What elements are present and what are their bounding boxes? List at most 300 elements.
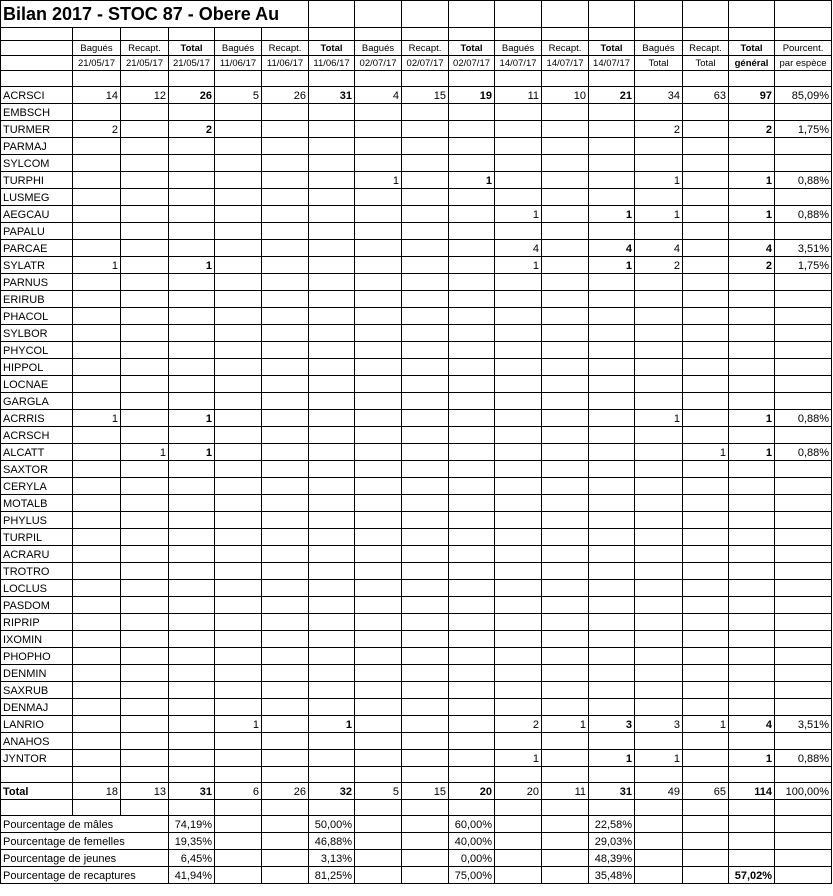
value-cell[interactable] — [121, 648, 169, 665]
value-cell[interactable]: 2 — [729, 257, 775, 274]
percentage-cell[interactable] — [355, 816, 402, 833]
empty-cell[interactable] — [449, 767, 495, 783]
value-cell[interactable] — [215, 274, 262, 291]
percentage-cell[interactable]: 75,00% — [449, 867, 495, 884]
value-cell[interactable] — [121, 750, 169, 767]
value-cell[interactable] — [449, 308, 495, 325]
empty-cell[interactable] — [169, 71, 215, 87]
value-cell[interactable] — [309, 223, 355, 240]
percentage-cell[interactable] — [542, 867, 589, 884]
value-cell[interactable] — [775, 682, 832, 699]
column-header[interactable]: 14/07/17 — [589, 56, 635, 71]
value-cell[interactable] — [775, 427, 832, 444]
value-cell[interactable] — [309, 461, 355, 478]
value-cell[interactable] — [215, 478, 262, 495]
value-cell[interactable] — [355, 461, 402, 478]
percentage-label[interactable]: Pourcentage de mâles — [1, 816, 169, 833]
percentage-cell[interactable] — [729, 833, 775, 850]
species-code[interactable]: MOTALB — [1, 495, 73, 512]
value-cell[interactable] — [775, 325, 832, 342]
percentage-cell[interactable] — [215, 850, 262, 867]
percentage-cell[interactable] — [402, 850, 449, 867]
value-cell[interactable] — [635, 495, 683, 512]
value-cell[interactable] — [775, 597, 832, 614]
value-cell[interactable] — [355, 274, 402, 291]
value-cell[interactable] — [73, 478, 121, 495]
empty-cell[interactable] — [449, 71, 495, 87]
empty-cell[interactable] — [1, 28, 73, 41]
percentage-cell[interactable] — [262, 850, 309, 867]
percentage-cell[interactable]: 60,00% — [449, 816, 495, 833]
value-cell[interactable] — [635, 155, 683, 172]
value-cell[interactable] — [262, 461, 309, 478]
empty-cell[interactable] — [495, 28, 542, 41]
value-cell[interactable] — [449, 614, 495, 631]
empty-cell[interactable] — [635, 1, 683, 28]
value-cell[interactable] — [449, 495, 495, 512]
value-cell[interactable] — [635, 529, 683, 546]
value-cell[interactable] — [169, 495, 215, 512]
empty-cell[interactable] — [589, 800, 635, 816]
value-cell[interactable] — [495, 699, 542, 716]
value-cell[interactable] — [355, 716, 402, 733]
percentage-cell[interactable]: 0,00% — [449, 850, 495, 867]
value-cell[interactable] — [542, 121, 589, 138]
value-cell[interactable] — [215, 665, 262, 682]
empty-cell[interactable] — [73, 28, 121, 41]
empty-cell[interactable] — [683, 800, 729, 816]
value-cell[interactable] — [542, 291, 589, 308]
value-cell[interactable] — [542, 750, 589, 767]
empty-cell[interactable] — [309, 1, 355, 28]
value-cell[interactable] — [683, 512, 729, 529]
species-code[interactable]: ACRRIS — [1, 410, 73, 427]
value-cell[interactable] — [262, 240, 309, 257]
value-cell[interactable] — [542, 597, 589, 614]
column-header[interactable]: 14/07/17 — [495, 56, 542, 71]
value-cell[interactable] — [635, 682, 683, 699]
species-code[interactable]: TURMER — [1, 121, 73, 138]
value-cell[interactable] — [683, 274, 729, 291]
value-cell[interactable] — [73, 597, 121, 614]
empty-cell[interactable] — [589, 767, 635, 783]
value-cell[interactable] — [262, 359, 309, 376]
value-cell[interactable] — [495, 682, 542, 699]
value-cell[interactable] — [495, 733, 542, 750]
value-cell[interactable] — [589, 563, 635, 580]
value-cell[interactable] — [355, 495, 402, 512]
value-cell[interactable] — [309, 750, 355, 767]
value-cell[interactable] — [449, 410, 495, 427]
value-cell[interactable] — [775, 291, 832, 308]
value-cell[interactable] — [449, 461, 495, 478]
value-cell[interactable] — [449, 104, 495, 121]
value-cell[interactable] — [683, 240, 729, 257]
total-cell[interactable]: 20 — [495, 783, 542, 800]
value-cell[interactable] — [729, 291, 775, 308]
value-cell[interactable] — [169, 342, 215, 359]
value-cell[interactable] — [121, 240, 169, 257]
value-cell[interactable] — [73, 733, 121, 750]
value-cell[interactable] — [169, 359, 215, 376]
value-cell[interactable] — [355, 648, 402, 665]
species-code[interactable]: PHOPHO — [1, 648, 73, 665]
value-cell[interactable]: 1 — [169, 257, 215, 274]
percentage-cell[interactable] — [635, 833, 683, 850]
value-cell[interactable] — [309, 342, 355, 359]
value-cell[interactable] — [402, 121, 449, 138]
value-cell[interactable] — [495, 104, 542, 121]
value-cell[interactable] — [495, 563, 542, 580]
value-cell[interactable] — [73, 699, 121, 716]
value-cell[interactable] — [449, 342, 495, 359]
empty-cell[interactable] — [1, 71, 73, 87]
value-cell[interactable] — [215, 682, 262, 699]
value-cell[interactable] — [542, 699, 589, 716]
value-cell[interactable] — [449, 376, 495, 393]
value-cell[interactable] — [309, 495, 355, 512]
value-cell[interactable] — [73, 206, 121, 223]
value-cell[interactable] — [775, 631, 832, 648]
value-cell[interactable] — [262, 716, 309, 733]
empty-cell[interactable] — [729, 71, 775, 87]
value-cell[interactable] — [121, 393, 169, 410]
value-cell[interactable] — [262, 614, 309, 631]
value-cell[interactable] — [355, 631, 402, 648]
value-cell[interactable] — [775, 461, 832, 478]
value-cell[interactable] — [215, 444, 262, 461]
value-cell[interactable] — [402, 291, 449, 308]
value-cell[interactable] — [775, 512, 832, 529]
value-cell[interactable] — [73, 495, 121, 512]
value-cell[interactable] — [309, 665, 355, 682]
value-cell[interactable] — [121, 138, 169, 155]
value-cell[interactable] — [589, 546, 635, 563]
value-cell[interactable] — [589, 529, 635, 546]
species-code[interactable]: LUSMEG — [1, 189, 73, 206]
column-header[interactable]: Total — [449, 41, 495, 56]
value-cell[interactable] — [402, 716, 449, 733]
value-cell[interactable] — [73, 376, 121, 393]
value-cell[interactable] — [683, 580, 729, 597]
empty-cell[interactable] — [73, 767, 121, 783]
value-cell[interactable] — [635, 104, 683, 121]
value-cell[interactable] — [683, 597, 729, 614]
value-cell[interactable] — [495, 121, 542, 138]
value-cell[interactable] — [169, 223, 215, 240]
species-code[interactable]: JYNTOR — [1, 750, 73, 767]
percentage-cell[interactable] — [262, 816, 309, 833]
value-cell[interactable] — [355, 121, 402, 138]
value-cell[interactable] — [449, 682, 495, 699]
value-cell[interactable] — [169, 631, 215, 648]
column-header[interactable]: 11/06/17 — [215, 56, 262, 71]
percentage-cell[interactable]: 19,35% — [169, 833, 215, 850]
value-cell[interactable] — [73, 512, 121, 529]
species-code[interactable]: ALCATT — [1, 444, 73, 461]
value-cell[interactable] — [635, 427, 683, 444]
percentage-cell[interactable]: 22,58% — [589, 816, 635, 833]
species-code[interactable]: DENMAJ — [1, 699, 73, 716]
percentage-cell[interactable] — [635, 867, 683, 884]
value-cell[interactable] — [402, 359, 449, 376]
value-cell[interactable] — [495, 359, 542, 376]
value-cell[interactable] — [262, 189, 309, 206]
value-cell[interactable] — [729, 580, 775, 597]
value-cell[interactable] — [121, 478, 169, 495]
value-cell[interactable] — [542, 104, 589, 121]
value-cell[interactable] — [121, 512, 169, 529]
value-cell[interactable] — [262, 495, 309, 512]
column-header[interactable]: 02/07/17 — [402, 56, 449, 71]
species-code[interactable]: PHYLUS — [1, 512, 73, 529]
value-cell[interactable] — [589, 376, 635, 393]
value-cell[interactable] — [589, 393, 635, 410]
value-cell[interactable] — [309, 512, 355, 529]
value-cell[interactable]: 4 — [635, 240, 683, 257]
value-cell[interactable] — [73, 546, 121, 563]
value-cell[interactable] — [775, 614, 832, 631]
value-cell[interactable] — [729, 223, 775, 240]
value-cell[interactable] — [262, 342, 309, 359]
value-cell[interactable] — [262, 682, 309, 699]
value-cell[interactable] — [683, 478, 729, 495]
value-cell[interactable] — [729, 325, 775, 342]
value-cell[interactable] — [683, 665, 729, 682]
value-cell[interactable] — [309, 393, 355, 410]
value-cell[interactable] — [635, 478, 683, 495]
value-cell[interactable] — [402, 342, 449, 359]
value-cell[interactable] — [542, 495, 589, 512]
column-header[interactable]: 02/07/17 — [355, 56, 402, 71]
percentage-cell[interactable]: 6,45% — [169, 850, 215, 867]
value-cell[interactable]: 4 — [589, 240, 635, 257]
species-code[interactable]: TROTRO — [1, 563, 73, 580]
value-cell[interactable] — [215, 206, 262, 223]
value-cell[interactable]: 4 — [729, 716, 775, 733]
value-cell[interactable] — [449, 257, 495, 274]
value-cell[interactable] — [355, 291, 402, 308]
value-cell[interactable] — [683, 648, 729, 665]
value-cell[interactable] — [589, 410, 635, 427]
value-cell[interactable] — [121, 325, 169, 342]
percentage-cell[interactable] — [215, 816, 262, 833]
value-cell[interactable] — [542, 376, 589, 393]
percentage-label[interactable]: Pourcentage de femelles — [1, 833, 169, 850]
column-header[interactable]: 02/07/17 — [449, 56, 495, 71]
value-cell[interactable] — [355, 104, 402, 121]
value-cell[interactable] — [355, 665, 402, 682]
value-cell[interactable] — [589, 427, 635, 444]
value-cell[interactable] — [542, 138, 589, 155]
empty-cell[interactable] — [495, 1, 542, 28]
value-cell[interactable] — [402, 682, 449, 699]
species-code[interactable]: SYLBOR — [1, 325, 73, 342]
value-cell[interactable] — [542, 172, 589, 189]
column-header[interactable]: Recapt. — [121, 41, 169, 56]
empty-cell[interactable] — [775, 767, 832, 783]
value-cell[interactable]: 1 — [73, 257, 121, 274]
value-cell[interactable] — [449, 155, 495, 172]
value-cell[interactable] — [449, 665, 495, 682]
value-cell[interactable] — [542, 648, 589, 665]
empty-cell[interactable] — [121, 71, 169, 87]
value-cell[interactable] — [542, 308, 589, 325]
value-cell[interactable] — [309, 291, 355, 308]
value-cell[interactable] — [589, 580, 635, 597]
value-cell[interactable] — [542, 580, 589, 597]
value-cell[interactable] — [449, 478, 495, 495]
value-cell[interactable] — [449, 648, 495, 665]
value-cell[interactable] — [729, 104, 775, 121]
empty-cell[interactable] — [729, 767, 775, 783]
value-cell[interactable] — [355, 733, 402, 750]
value-cell[interactable] — [589, 223, 635, 240]
percentage-cell[interactable]: 50,00% — [309, 816, 355, 833]
value-cell[interactable] — [495, 138, 542, 155]
empty-cell[interactable] — [635, 28, 683, 41]
value-cell[interactable] — [589, 699, 635, 716]
empty-cell[interactable] — [215, 28, 262, 41]
percentage-cell[interactable] — [542, 833, 589, 850]
value-cell[interactable] — [355, 750, 402, 767]
value-cell[interactable] — [121, 104, 169, 121]
value-cell[interactable] — [683, 529, 729, 546]
value-cell[interactable] — [402, 427, 449, 444]
value-cell[interactable] — [402, 410, 449, 427]
value-cell[interactable]: 3 — [589, 716, 635, 733]
value-cell[interactable] — [729, 546, 775, 563]
value-cell[interactable] — [215, 733, 262, 750]
value-cell[interactable] — [73, 223, 121, 240]
value-cell[interactable] — [589, 512, 635, 529]
value-cell[interactable] — [635, 648, 683, 665]
value-cell[interactable] — [542, 206, 589, 223]
value-cell[interactable] — [542, 665, 589, 682]
value-cell[interactable] — [542, 274, 589, 291]
value-cell[interactable] — [355, 512, 402, 529]
value-cell[interactable] — [215, 648, 262, 665]
value-cell[interactable] — [449, 716, 495, 733]
value-cell[interactable] — [449, 223, 495, 240]
value-cell[interactable] — [262, 104, 309, 121]
value-cell[interactable] — [309, 172, 355, 189]
value-cell[interactable] — [402, 733, 449, 750]
percentage-cell[interactable] — [402, 867, 449, 884]
value-cell[interactable] — [589, 342, 635, 359]
value-cell[interactable] — [542, 393, 589, 410]
empty-cell[interactable] — [309, 71, 355, 87]
value-cell[interactable] — [729, 563, 775, 580]
percentage-label[interactable]: Pourcentage de recaptures — [1, 867, 169, 884]
value-cell[interactable] — [449, 240, 495, 257]
total-cell[interactable]: 6 — [215, 783, 262, 800]
value-cell[interactable] — [542, 614, 589, 631]
value-cell[interactable] — [589, 682, 635, 699]
value-cell[interactable] — [635, 597, 683, 614]
value-cell[interactable] — [495, 325, 542, 342]
value-cell[interactable] — [775, 563, 832, 580]
column-header[interactable]: Recapt. — [402, 41, 449, 56]
value-cell[interactable] — [589, 325, 635, 342]
percentage-cell[interactable] — [542, 850, 589, 867]
value-cell[interactable] — [355, 325, 402, 342]
value-cell[interactable] — [402, 393, 449, 410]
empty-cell[interactable] — [589, 1, 635, 28]
value-cell[interactable] — [309, 699, 355, 716]
value-cell[interactable]: 34 — [635, 87, 683, 104]
value-cell[interactable] — [449, 359, 495, 376]
value-cell[interactable] — [589, 274, 635, 291]
total-cell[interactable]: 13 — [121, 783, 169, 800]
percentage-cell[interactable] — [635, 816, 683, 833]
value-cell[interactable] — [542, 631, 589, 648]
value-cell[interactable] — [775, 393, 832, 410]
value-cell[interactable] — [355, 529, 402, 546]
value-cell[interactable] — [589, 172, 635, 189]
value-cell[interactable] — [449, 138, 495, 155]
value-cell[interactable] — [542, 529, 589, 546]
value-cell[interactable] — [589, 155, 635, 172]
empty-cell[interactable] — [215, 767, 262, 783]
value-cell[interactable] — [262, 223, 309, 240]
value-cell[interactable] — [262, 410, 309, 427]
value-cell[interactable]: 21 — [589, 87, 635, 104]
column-header[interactable]: Recapt. — [683, 41, 729, 56]
species-code[interactable]: PAPALU — [1, 223, 73, 240]
value-cell[interactable]: 1 — [495, 206, 542, 223]
value-cell[interactable] — [169, 750, 215, 767]
column-header[interactable]: 21/05/17 — [169, 56, 215, 71]
value-cell[interactable] — [169, 376, 215, 393]
value-cell[interactable]: 10 — [542, 87, 589, 104]
value-cell[interactable] — [355, 597, 402, 614]
value-cell[interactable] — [309, 376, 355, 393]
empty-cell[interactable] — [683, 28, 729, 41]
empty-cell[interactable] — [402, 1, 449, 28]
value-cell[interactable] — [309, 189, 355, 206]
value-cell[interactable]: 85,09% — [775, 87, 832, 104]
value-cell[interactable] — [121, 410, 169, 427]
value-cell[interactable] — [355, 206, 402, 223]
percentage-cell[interactable] — [683, 867, 729, 884]
value-cell[interactable] — [402, 223, 449, 240]
value-cell[interactable] — [402, 461, 449, 478]
value-cell[interactable] — [775, 478, 832, 495]
value-cell[interactable] — [729, 359, 775, 376]
species-code[interactable]: EMBSCH — [1, 104, 73, 121]
percentage-cell[interactable]: 41,94% — [169, 867, 215, 884]
column-header[interactable]: Total — [683, 56, 729, 71]
empty-cell[interactable] — [449, 800, 495, 816]
value-cell[interactable] — [121, 716, 169, 733]
value-cell[interactable] — [262, 631, 309, 648]
value-cell[interactable] — [402, 580, 449, 597]
value-cell[interactable] — [121, 461, 169, 478]
value-cell[interactable]: 12 — [121, 87, 169, 104]
value-cell[interactable] — [309, 597, 355, 614]
value-cell[interactable] — [683, 291, 729, 308]
value-cell[interactable]: 1 — [495, 257, 542, 274]
value-cell[interactable] — [262, 427, 309, 444]
column-header[interactable]: Total — [589, 41, 635, 56]
value-cell[interactable] — [262, 444, 309, 461]
column-header[interactable]: par espèce — [775, 56, 832, 71]
column-header[interactable]: Total — [729, 41, 775, 56]
value-cell[interactable] — [729, 733, 775, 750]
value-cell[interactable] — [121, 699, 169, 716]
empty-cell[interactable] — [215, 800, 262, 816]
